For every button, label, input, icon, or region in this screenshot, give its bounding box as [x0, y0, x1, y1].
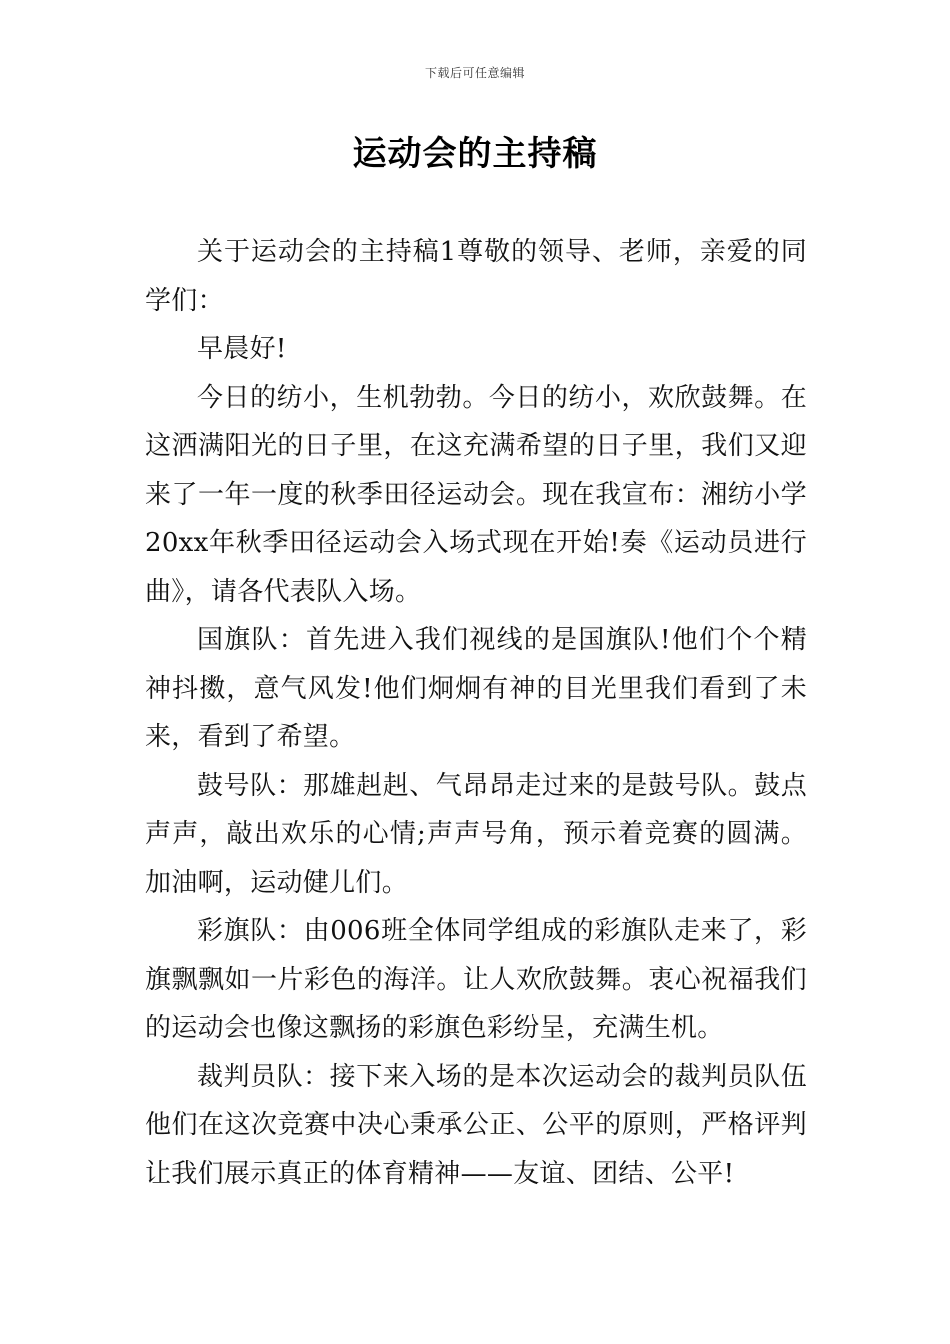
paragraph-intro: 关于运动会的主持稿1尊敬的领导、老师，亲爱的同学们： — [145, 237, 807, 316]
paragraph-opening: 今日的纺小，生机勃勃。今日的纺小，欢欣鼓舞。在这洒满阳光的日子里，在这充满希望的日子里，我们又迎来了一年一度的秋季田径运动会。现在我宣布：湘纺小学20xx年秋季田径运动会入场式现在开始!奏《运动员进行曲》，请各代表队入场。 — [145, 382, 807, 607]
paragraph-flag-team: 国旗队：首先进入我们视线的是国旗队!他们个个精神抖擞，意气风发!他们炯炯有神的目光里我们看到了未来，看到了希望。 — [145, 625, 807, 752]
paragraph-referee-team: 裁判员队：接下来入场的是本次运动会的裁判员队伍他们在这次竞赛中决心秉承公正、公平的原则，严格评判让我们展示真正的体育精神——友谊、团结、公平! — [145, 1061, 807, 1189]
paragraph-banner-team: 彩旗队：由006班全体同学组成的彩旗队走来了，彩旗飘飘如一片彩色的海洋。让人欢欣鼓舞。衷心祝福我们的运动会也像这飘扬的彩旗色彩纷呈，充满生机。 — [145, 916, 807, 1043]
paragraph-drum-team: 鼓号队：那雄赳赳、气昂昂走过来的是鼓号队。鼓点声声，敲出欢乐的心情;声声号角，预示着竞赛的圆满。加油啊，运动健儿们。 — [145, 770, 807, 898]
header-note: 下载后可任意编辑 — [424, 66, 525, 80]
paragraph-greeting: 早晨好! — [197, 334, 287, 364]
document-title: 运动会的主持稿 — [352, 134, 598, 174]
document-body — [145, 228, 807, 1198]
